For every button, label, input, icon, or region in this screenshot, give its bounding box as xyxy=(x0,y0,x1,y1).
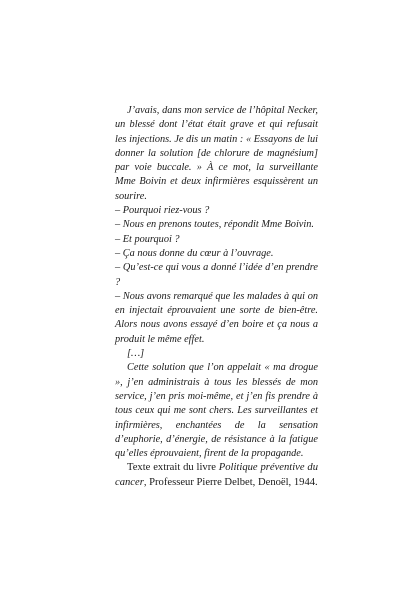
dialog-line: – Pourquoi riez-vous ? xyxy=(115,205,210,217)
dialog-line: – Nous en prenons toutes, répondit Mme Boivin. xyxy=(115,219,314,231)
quote-paragraph-conclusion: Cette solution que l’on appelait « ma drogue », j’en administrais à tous les blessés de mon service, j’en pris moi-même, et j’en fis prendre à tous ceux qui me sont chers. Les surveillantes et infirmières, enchantées de la sensation d’euphorie, d’énergie, de résistance à la fatigue qu’elles éprouvaient, firent de la propagande. xyxy=(115,362,318,460)
dialog-line: – Ça nous donne du cœur à l’ouvrage. xyxy=(115,247,274,259)
dialog-line: – Et pourquoi ? xyxy=(115,233,180,245)
quoted-passage xyxy=(115,104,318,461)
quote-paragraph-intro: J’avais, dans mon service de l’hôpital Necker, un blessé dont l’état était grave et qui refusait les injections. Je dis un matin : « Essayons de lui donner la solution [de chlorure de magnésium] par voie buccale. » À ce mot, la surveillante Mme Boivin et deux infirmières esquissèrent un sourire. xyxy=(115,105,318,202)
source-citation xyxy=(115,460,318,490)
ellipsis-marker: […] xyxy=(127,348,145,360)
book-title: Politique préventive du cancer xyxy=(115,462,318,488)
citation-details: , Professeur Pierre Delbet, Denoël, 1944. xyxy=(143,477,318,488)
dialog-line: – Qu’est-ce qui vous a donné l’idée d’en prendre ? xyxy=(115,262,318,288)
dialog-line: – Nous avons remarqué que les malades à qui on en injectait éprouvaient une sorte de bien-être. Alors nous avons essayé d’en boire et ça nous a produit le même effet. xyxy=(115,290,318,345)
citation-prefix: Texte extrait du livre xyxy=(127,462,219,473)
